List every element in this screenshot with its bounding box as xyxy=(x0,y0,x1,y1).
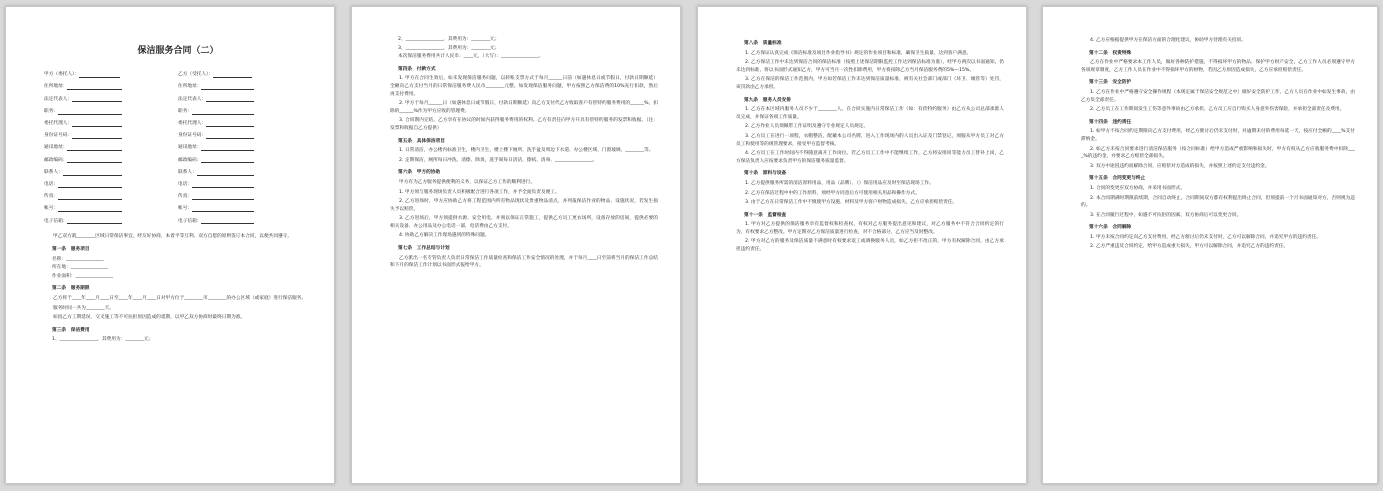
fill-in-blank xyxy=(67,84,122,90)
party-row xyxy=(44,215,312,227)
article-2-paragraph: 服务时间一共为________天。 xyxy=(53,305,114,311)
party-a-field xyxy=(44,71,178,79)
document-page-4 xyxy=(1042,6,1378,484)
party-b-field xyxy=(178,157,312,165)
document-title: 保洁服务合同（二） xyxy=(137,46,219,56)
article-4-paragraph: 2. 甲方于每月______日（如遇休息日或节假日，付款日期顺延）向乙方支付代乙方收取客户有偿特约服务费用的______%，扣除的______%作为甲方应收的管理费。 xyxy=(390,101,658,114)
field-label: 乙方（受托人）： xyxy=(178,72,214,78)
intro-paragraph: 甲乙双方就________区域日常保洁事宜，经友好协商，本着平等互利、双方自愿的原则签订本合同，以便共同遵守。 xyxy=(53,234,293,240)
party-b-field xyxy=(178,108,312,116)
party-b-field xyxy=(178,169,312,177)
fill-in-blank xyxy=(197,170,254,176)
fill-in-blank xyxy=(72,96,122,102)
party-a-field xyxy=(44,108,178,116)
fill-in-blank xyxy=(206,96,254,102)
party-row xyxy=(44,81,312,93)
party-b-field xyxy=(178,96,312,104)
field-label: 住所地址： xyxy=(44,84,68,90)
fill-in-blank xyxy=(206,121,254,127)
field-label: 传真： xyxy=(178,194,193,200)
fill-in-blank xyxy=(72,133,122,139)
fill-in-blank xyxy=(192,206,254,212)
article-6-paragraph: 1. 甲方须与服务现场负责人员积极配合进行各项工作，并予全面负责及便工。 xyxy=(399,189,560,195)
party-b-field xyxy=(178,71,312,79)
article-6-paragraph: 4. 协助乙方解决工作现场遇到的特殊问题。 xyxy=(399,233,490,239)
article-8-paragraph: 3. 乙方在保洁的保洁工作范围内，甲方如若保洁工作未达到保洁质量标准，被有关社会部门或部门（环卫、城管等）处罚，该罚款由乙方承担。 xyxy=(736,77,1004,90)
field-label: 职务： xyxy=(178,108,193,114)
fill-in-blank xyxy=(192,194,254,200)
article-5-paragraph: 1. 日常清洁，办公楼内标准卫生，楼内卫生、楼上楼下厕所、洗手盆及周边下水道、办公楼区域、门窗玻璃、________等。 xyxy=(399,148,654,154)
field-label: 电话： xyxy=(44,181,59,187)
article-9-title: 第九条 服务人员安排 xyxy=(744,97,791,103)
fill-in-blank xyxy=(58,109,122,115)
article-9-paragraph: 1. 乙方在本区域内服务人员不少于________人。在合同实施内日常保洁工作（如：有偿特约服务）由乙方从公司总部承派人员完成，并保证各项工作质量。 xyxy=(736,107,1004,120)
field-label: 帐号： xyxy=(178,206,193,212)
article-4-paragraph: 1. 甲方在合同生效后，如未发现保洁服务问题，以转账支票方式于每月______日前（如遇休息日或节假日，付款日期顺延）全额向乙方支付当月的日常保洁服务费人民币________元整。如发现保洁服务问题，甲方按照乙方保洁费的10%先行扣款，然后再支付费用。 xyxy=(390,76,658,97)
field-label: 邮政编码： xyxy=(44,157,68,163)
article-1-line: 名称：________________ xyxy=(52,256,104,262)
field-label: 委托代理人： xyxy=(178,121,207,127)
article-5-paragraph: 2. 定期保洁，厕所每日冲洗、清擦、除臭，洗手间每日清洁、擦拭、清毒、________________。 xyxy=(399,157,598,163)
party-info-table xyxy=(44,69,312,227)
party-row xyxy=(44,130,312,142)
party-a-field xyxy=(44,144,178,152)
party-b-field xyxy=(178,193,312,201)
fill-in-blank xyxy=(72,121,122,127)
document-page-1 xyxy=(5,6,335,484)
field-label: 法定代表人： xyxy=(178,96,207,102)
article-8-paragraph: 1. 乙方保证认真完成《保洁标准及项目作业指导书》规定的作业项目和标准，确保卫生质量、达到客户满意。 xyxy=(745,50,972,56)
party-a-field xyxy=(44,218,178,226)
article-13-title: 第十三条 安全防护 xyxy=(1089,80,1132,86)
party-b-field xyxy=(178,120,312,128)
party-a-field xyxy=(44,181,178,189)
party-row xyxy=(44,69,312,81)
fill-in-blank xyxy=(63,170,122,176)
article-16-paragraph: 1. 甲方未按合同约定向乙方支付费用，经乙方催讨后仍未支付时，乙方可以解除合同，并追究甲方的违约责任。 xyxy=(1090,234,1321,240)
article-4-title: 第四条 付款方式 xyxy=(398,66,436,72)
fill-in-blank xyxy=(201,218,254,224)
party-a-field xyxy=(44,132,178,140)
party-b-field xyxy=(178,144,312,152)
article-13-paragraph: 1. 乙方在作业中严格遵守安全操作规程（本规定属于保洁安全规范之中）做好安全防护工作，乙方人员在作业中如发生事故，由乙方负全部责任。 xyxy=(1081,89,1355,103)
field-label: 电子信箱： xyxy=(178,218,202,224)
party-row xyxy=(44,154,312,166)
article-2-title: 第二条 服务期限 xyxy=(52,286,90,292)
fill-in-blank xyxy=(201,145,254,151)
fill-in-blank xyxy=(79,72,119,78)
field-label: 联系人： xyxy=(178,169,197,175)
article-5-title: 第五条 具体保洁项目 xyxy=(398,138,445,144)
field-label: 职务： xyxy=(44,108,59,114)
article-4-paragraph: 3. 合同期内完结，乙方享有在协议的时间内获得服务费用的权利。乙方有责任向甲方开具有偿特约服务的发票和收据。（注：发票和收据自乙方提供） xyxy=(390,118,658,131)
party-row xyxy=(44,93,312,105)
fee-total: 本次保洁服务费用共计人民币：____元，（大写）：________________。 xyxy=(398,54,544,60)
article-11-paragraph: 2. 甲方对乙方的服务及保洁质量不满意时有权要求返工或调换服务人员，如乙方拒不改正的，甲方有权解除合同，由乙方承担违约责任。 xyxy=(736,239,1004,253)
party-row xyxy=(44,118,312,130)
article-8-title: 第八条 质量标准 xyxy=(744,41,782,46)
article-12-title: 第十二条 权责特殊 xyxy=(1089,50,1132,56)
field-label: 邮政编码： xyxy=(178,157,202,163)
party-a-field xyxy=(44,96,178,104)
article-14-paragraph: 3. 双方中途因违约而解除合同，应赔偿对方造成的损失，并按照上述约定支付违约金。 xyxy=(1090,163,1270,169)
party-row xyxy=(44,179,312,191)
article-14-title: 第十四条 违约责任 xyxy=(1089,119,1132,125)
article-11-paragraph: 1. 甲方对乙方提供的保洁服务享有监督权和检查权，有权对乙方服务提出意见和建议，对乙方服务中不符合合同约定的行为，有权要求乙方整改。甲方定期对乙方保洁质量进行检查，对不合格部分，乙方应当及时整改。 xyxy=(736,222,1004,235)
document-page-3 xyxy=(697,6,1027,484)
article-14-paragraph: 2. 如乙方未按合同要求进行清洁保洁服务（按合同标准）给甲方造成严重影响和损失时，甲方有权从乙方应收服务费中扣除____%的违约金，并要求乙方赔偿全部损失。 xyxy=(1081,146,1355,160)
field-label: 住所地址： xyxy=(178,84,202,90)
article-16-paragraph: 2. 乙方严重违反合同约定，给甲方造成重大损失，甲方可以解除合同，并追究乙方的违约责任。 xyxy=(1090,244,1289,250)
field-label: 帐号： xyxy=(44,206,59,212)
field-label: 传真： xyxy=(44,194,59,200)
article-15-paragraph: 3. 在合同履行过程中，如遇不可抗拒的因素，双方协商后可以变更合同。 xyxy=(1090,212,1242,218)
field-label: 委托代理人： xyxy=(44,121,73,127)
party-b-field xyxy=(178,132,312,140)
field-label: 通讯地址： xyxy=(178,145,202,151)
article-13-paragraph: 2. 乙方员工在工作期间发生工伤等意外事故由乙方承担，乙方员工应自行购买人身意外伤害保险，并承担全部责任及费用。 xyxy=(1090,107,1345,113)
article-1-line: 所在地：________________ xyxy=(52,265,109,271)
party-row xyxy=(44,203,312,215)
fill-in-blank xyxy=(206,133,254,139)
fill-in-blank xyxy=(213,72,251,78)
party-a-field xyxy=(44,169,178,177)
article-3-line: 1、________________，其费用为：________元； xyxy=(52,337,154,343)
fee-line: 3、________________，其费用为：________元； xyxy=(398,45,500,51)
party-b-field xyxy=(178,205,312,213)
article-12-paragraph: 乙方在作业中严格要求本工作人员，做好各种防护措施，不得损坏甲方的物品、保护甲方财产安全，乙方工作人员必须遵守甲方各项规章制度，乙方工作人员在作业中不得损坏甲方的财物，若因乙方原因造成损失，乙方应承担赔偿责任。 xyxy=(1081,60,1355,73)
article-7-paragraph: 乙方派出一名专管负责人负责日常保洁工作质量检查和保洁工作安全情况的处理，并于每月____日至前将当月的保洁工作总结和下月的保洁工作计划以书面形式报给甲方。 xyxy=(390,255,658,269)
party-b-field xyxy=(178,83,312,91)
fill-in-blank xyxy=(58,194,122,200)
party-row xyxy=(44,167,312,179)
article-3-title: 第三条 保洁费用 xyxy=(52,327,90,333)
article-10-paragraph: 1. 乙方提供服务所需的清洁原料用品，用品（品牌）、（）保洁用品应及时至保洁现场工作。 xyxy=(745,180,934,186)
fill-in-blank xyxy=(58,206,122,212)
article-6-paragraph: 2. 乙方进场时，甲方应协助乙方将工程范围内所有物品现状及贵重物品清点，并列报保洁作业的物品、设施状况，若发生损失予以赔偿。 xyxy=(390,199,658,212)
fill-in-blank xyxy=(58,182,122,188)
article-1-line: 作业面积：________________ xyxy=(52,273,113,279)
article-9-paragraph: 3. 乙方员工在进行一项程，衣帽整洁，配戴本公司名牌，进入工作现场内的人员出入证及门禁登记，须服从甲方员工对乙方员工和使用等的规管理要求，接受甲方监督考核。 xyxy=(736,133,1004,147)
party-a-field xyxy=(44,193,178,201)
field-label: 联系人： xyxy=(44,169,63,175)
article-2-paragraph: 乙方将于____年____月____日至____年____月____日对甲方位于________市________的办公区域（或家庭）进行保洁服务。 xyxy=(53,296,307,301)
article-15-title: 第十五条 合同变更与终止 xyxy=(1089,176,1146,182)
article-9-paragraph: 4. 乙方员工在工作时间内不得随意离开工作岗位。若乙方员工工作中不能继续工作，乙方将安排同等能力员工替补上岗，乙方保洁负责人应按要求负责甲方的保洁服务质量监督。 xyxy=(736,151,1004,164)
party-row xyxy=(44,106,312,118)
party-a-field xyxy=(44,205,178,213)
field-label: 电话： xyxy=(178,181,193,187)
party-b-field xyxy=(178,218,312,226)
fill-in-blank xyxy=(192,182,254,188)
fill-in-blank xyxy=(201,157,254,163)
article-6-title: 第六条 甲方的协助 xyxy=(398,170,441,176)
party-row xyxy=(44,191,312,203)
fill-in-blank xyxy=(67,145,122,151)
field-label: 法定代表人： xyxy=(44,96,73,102)
article-11-title: 第十一条 监督检查 xyxy=(744,212,787,218)
field-label: 身份证号码： xyxy=(44,133,73,139)
article-2-paragraph: 如因乙方工期延误、交叉施工等不可抗拒原因造成的延期，以甲乙双方协商时最终日期为准。 xyxy=(53,315,246,321)
article-1-title: 第一条 服务项目 xyxy=(52,247,90,253)
article-15-paragraph: 1. 合同的变更应双方协商，并采用书面形式。 xyxy=(1090,185,1186,191)
top-paragraph: 4. 乙方应根据提供甲方在保洁方面的合理化建议，协助甲方处理有关投诉。 xyxy=(1090,38,1246,43)
party-row xyxy=(44,142,312,154)
article-15-paragraph: 2. 本合同期满时期限前续期，合同自动终止。合同期间双方都有权利提出终止合同，但须提前一个月书面通知对方，否则视为违约。 xyxy=(1081,195,1355,209)
article-7-title: 第七条 工作总结与计划 xyxy=(398,246,450,252)
field-label: 通讯地址： xyxy=(44,145,68,151)
field-label: 甲方（委托人）： xyxy=(44,72,80,78)
article-6-paragraph: 甲方有为乙方服务提供便利的义务，以保证乙方工作的顺利进行。 xyxy=(399,179,535,185)
party-a-field xyxy=(44,120,178,128)
party-b-field xyxy=(178,181,312,189)
article-9-paragraph: 2. 乙方作业人员须佩带工作证明及遵守专业规定人员规定。 xyxy=(745,124,869,130)
article-8-paragraph: 2. 乙方保洁工作中未达到保洁合同的保洁标准（按照上述保洁期限监控工作达到保洁标准为准），经甲方两次以书面通知，仍未达到标准，将以书面形式通知乙方，甲方可当月一次性扣除费用，甲方将扣除乙方当月保洁服务费的5%—15%。 xyxy=(736,60,1004,73)
article-10-paragraph: 2. 乙方在保洁过程中中的工作原料，须经甲方同意后方可使用相关用品和操作方式。 xyxy=(745,190,920,196)
document-page-2 xyxy=(351,6,681,484)
field-label: 身份证号码： xyxy=(178,133,207,139)
article-16-title: 第十六条 合同解除 xyxy=(1089,225,1132,231)
fee-line: 2、________________，其费用为：________元； xyxy=(398,37,500,42)
party-a-field xyxy=(44,157,178,165)
field-label: 电子信箱： xyxy=(44,218,68,224)
article-10-paragraph: 3. 由于乙方在日常保洁工作中不慎使甲方设施、材料及甲方客户财物造成损失，乙方应承担赔偿责任。 xyxy=(745,200,958,206)
fill-in-blank xyxy=(201,84,254,90)
fill-in-blank xyxy=(67,218,122,224)
article-14-paragraph: 1. 如甲方不按合同约定期限向乙方支付费用，经乙方催讨后仍未支付时，对逾期未付的费用每延一天，按应付全额的____%支付滞纳金。 xyxy=(1081,129,1355,142)
fill-in-blank xyxy=(67,157,122,163)
fill-in-blank xyxy=(192,109,254,115)
party-a-field xyxy=(44,83,178,91)
article-10-title: 第十条 原料与设备 xyxy=(744,171,787,177)
article-6-paragraph: 3. 乙方进场后，甲方须提供水源、安全用电，并须以保证正常施工，提供乙方员工更衣场所，设备存放的房间，提供必要的相关设备、办公用品及办公电话一部，电话费由乙方支付。 xyxy=(390,216,658,229)
